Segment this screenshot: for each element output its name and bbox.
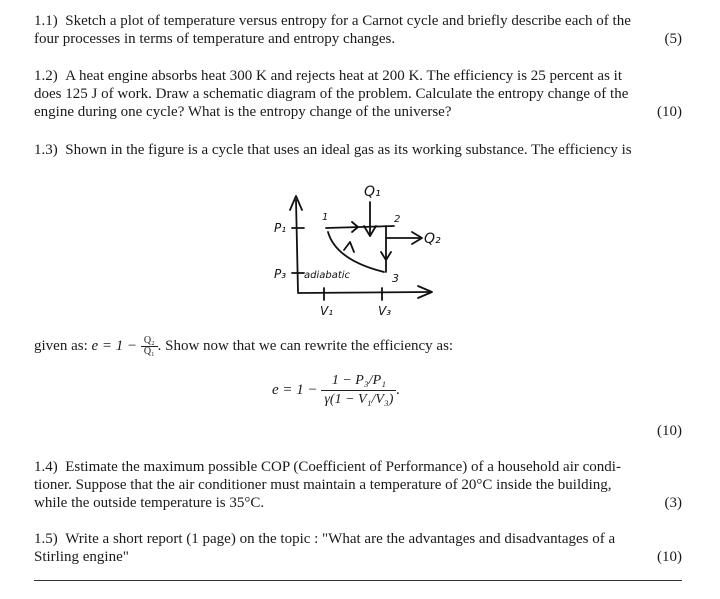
question-1-2-line-1 — [34, 67, 682, 85]
question-1-4 — [34, 458, 682, 512]
marks-label: (10) — [657, 104, 682, 120]
equation-numerator: 1 − P₃/P₁ — [321, 372, 396, 391]
question-1-5-line-2 — [34, 548, 682, 566]
adiabatic-curve — [328, 232, 384, 272]
question-number: 1.3) — [34, 142, 58, 158]
question-1-2 — [34, 67, 682, 121]
question-1-5-line-1 — [34, 530, 682, 548]
q-ratio-denominator: Q₁ — [143, 346, 155, 357]
question-1-3 — [34, 141, 682, 159]
question-1-5 — [34, 530, 682, 566]
p3-label: P₃ — [274, 267, 287, 281]
question-1-1-line-1 — [34, 12, 682, 30]
question-text: Write a short report (1 page) on the topic : "What are the advantages and disadvantages of a — [65, 531, 616, 547]
question-text: does 125 J of work. Draw a schematic diagram of the problem. Calculate the entropy change of the — [34, 86, 629, 102]
question-1-4-line-2 — [34, 476, 682, 494]
question-text: Stirling engine" — [34, 549, 129, 565]
question-text: four processes in terms of temperature and entropy changes. — [34, 31, 396, 47]
v3-label: V₃ — [378, 304, 392, 318]
question-text: Shown in the figure is a cycle that uses an ideal gas as its working substance. The efficiency is — [65, 142, 632, 158]
equation-tail: . — [396, 382, 401, 398]
q-ratio-fraction — [141, 336, 158, 357]
equation-fraction — [321, 372, 396, 409]
question-text: given as: — [34, 337, 92, 354]
point-1-label: 1 — [322, 212, 329, 223]
question-1-3-continued — [34, 336, 682, 357]
equation-lhs: e = 1 − — [272, 382, 318, 398]
p1-label: P₁ — [274, 221, 287, 235]
q1-label: Q₁ — [364, 184, 381, 200]
question-1-1 — [34, 12, 682, 48]
question-1-1-line-2 — [34, 30, 682, 48]
marks-label: (10) — [657, 549, 682, 565]
isobar-1-2 — [326, 226, 394, 228]
equation-denominator: γ(1 − V₁/V₃) — [324, 392, 394, 407]
q-ratio-numerator: Q₂ — [141, 336, 158, 347]
question-text: while the outside temperature is 35°C. — [34, 495, 265, 511]
q2-label: Q₂ — [424, 231, 441, 247]
question-text: A heat engine absorbs heat 300 K and rejects heat at 200 K. The efficiency is 25 percent as it — [65, 68, 623, 84]
question-number: 1.2) — [34, 68, 58, 84]
question-1-3-line-1 — [34, 141, 682, 159]
question-text: . Show now that we can rewrite the efficiency as: — [157, 337, 454, 354]
question-text: engine during one cycle? What is the entropy change of the universe? — [34, 104, 452, 120]
marks-label: (3) — [664, 495, 682, 511]
point-3-label: 3 — [392, 272, 399, 285]
efficiency-lhs: e = 1 − — [91, 337, 141, 354]
pv-cycle-diagram — [260, 180, 460, 325]
question-number: 1.5) — [34, 531, 58, 547]
question-text: Sketch a plot of temperature versus entropy for a Carnot cycle and briefly describe each of the — [65, 13, 631, 29]
question-number: 1.1) — [34, 13, 58, 29]
point-2-label: 2 — [394, 214, 401, 225]
bottom-rule — [34, 580, 682, 581]
volume-axis — [298, 292, 430, 293]
marks-label: (5) — [664, 31, 682, 47]
question-1-3-marks-row — [34, 422, 682, 440]
question-1-2-line-3 — [34, 103, 682, 121]
question-number: 1.4) — [34, 459, 58, 475]
question-1-2-line-2 — [34, 85, 682, 103]
question-1-4-line-3 — [34, 494, 682, 512]
adiabatic-label: adiabatic — [304, 270, 351, 281]
efficiency-equation — [272, 372, 400, 409]
question-1-4-line-1 — [34, 458, 682, 476]
question-text: tioner. Suppose that the air conditioner must maintain a temperature of 20°C inside the building, — [34, 477, 612, 493]
path-arrow-adiabatic — [344, 242, 354, 252]
question-text: Estimate the maximum possible COP (Coefficient of Performance) of a household air condi- — [65, 459, 621, 475]
pressure-axis — [296, 200, 298, 292]
v1-label: V₁ — [320, 304, 334, 318]
marks-label: (10) — [657, 423, 682, 439]
